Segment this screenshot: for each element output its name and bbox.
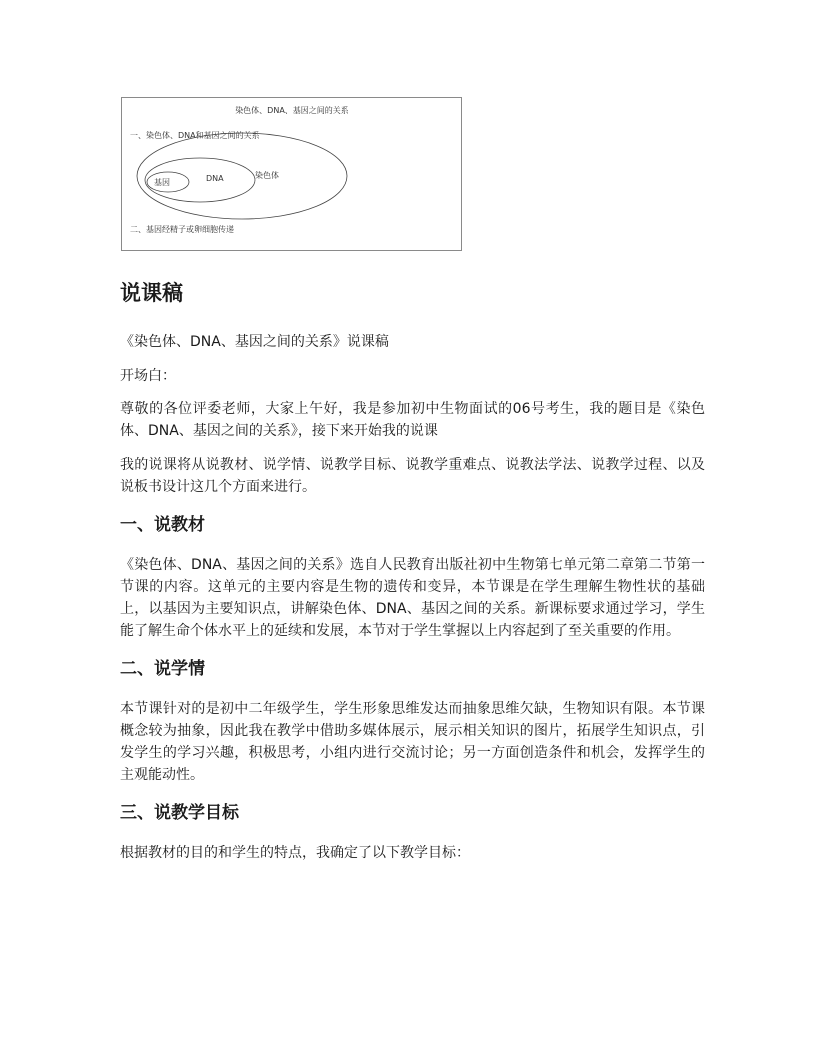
document-body	[120, 276, 705, 864]
chromosome-ellipse	[137, 133, 347, 219]
page-title: 说课稿	[120, 281, 183, 305]
students-paragraph: 本节课针对的是初中二年级学生，学生形象思维发达而抽象思维欠缺，生物知识有限。本节课概念较为抽象，因此我在教学中借助多媒体展示，展示相关知识的图片，拓展学生知识点，引发学生的学习兴趣，积极思考，小组内进行交流讨论；另一方面创造条件和机会，发挥学生的主观能动性。	[120, 701, 705, 783]
blackboard-diagram	[122, 98, 463, 252]
greeting-paragraph: 尊敬的各位评委老师，大家上午好，我是参加初中生物面试的06号考生，我的题目是《染色体、DNA、基因之间的关系》，接下来开始我的说课	[120, 401, 705, 439]
blackboard-design-figure	[121, 97, 462, 251]
board-line-2: 二、基因经精子或卵细胞传递	[130, 225, 234, 234]
board-title: 染色体、DNA、基因之间的关系	[235, 106, 349, 115]
overview-paragraph: 我的说课将从说教材、说学情、说教学目标、说教学重难点、说教法学法、说教学过程、以及说板书设计这几个方面来进行。	[120, 457, 705, 495]
opening-label: 开场白：	[120, 368, 176, 384]
textbook-paragraph: 《染色体、DNA、基因之间的关系》选自人民教育出版社初中生物第七单元第二章第二节第一节课的内容。这单元的主要内容是生物的遗传和变异，本节课是在学生理解生物性状的基础上，以基因为主要知识点，讲解染色体、DNA、基因之间的关系。新课标要求通过学习，学生能了解生命个体水平上的延续和发展，本节对于学生掌握以上内容起到了至关重要的作用。	[120, 557, 705, 639]
goals-paragraph: 根据教材的目的和学生的特点，我确定了以下教学目标：	[120, 845, 470, 861]
lesson-subtitle: 《染色体、DNA、基因之间的关系》说课稿	[120, 334, 389, 350]
chromosome-label: 染色体	[255, 171, 279, 180]
section-heading-textbook: 一、说教材	[120, 515, 205, 535]
section-heading-goals: 三、说教学目标	[120, 803, 239, 823]
section-heading-students: 二、说学情	[120, 659, 205, 679]
gene-label: 基因	[154, 178, 170, 187]
board-line-1: 一、染色体、DNA和基因之间的关系	[130, 131, 260, 140]
dna-label: DNA	[206, 174, 224, 183]
